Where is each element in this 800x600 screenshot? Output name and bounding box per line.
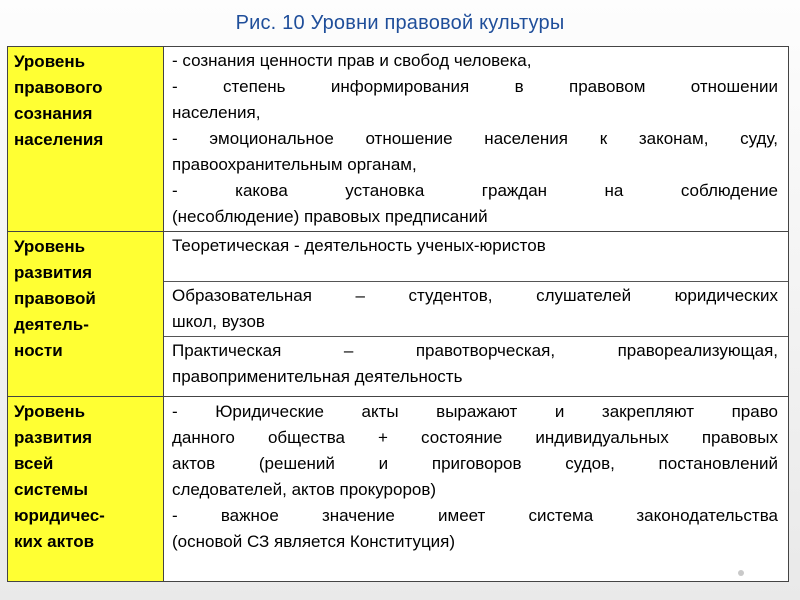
legal-culture-table — [7, 46, 789, 582]
row-label-legal-activity — [8, 232, 164, 397]
content-line: актов (решений и приговоров судов, постановлений — [172, 454, 778, 473]
content-line: - эмоциональное отношение населения к законам, суду, — [172, 129, 778, 148]
label-line: населения — [14, 130, 104, 149]
subcell-text — [164, 282, 788, 335]
label-line: юридичес- — [14, 506, 105, 525]
subcell-practical — [164, 336, 788, 393]
table-row — [8, 47, 789, 232]
label-line: сознания — [14, 104, 93, 123]
content-line: Теоретическая - деятельность ученых-юристов — [172, 236, 546, 255]
content-line: - важное значение имеет система законодательства — [172, 506, 778, 525]
slide-title: Рис. 10 Уровни правовой культуры — [235, 12, 565, 34]
table-row — [8, 397, 789, 582]
row-content-legal-consciousness — [164, 47, 789, 232]
row-label-legal-consciousness — [8, 47, 164, 232]
content-text — [164, 47, 788, 230]
content-line: Практическая – правотворческая, правореализующая, — [172, 341, 778, 360]
row-label-legal-acts — [8, 397, 164, 582]
content-line: правоприменительная деятельность — [172, 367, 463, 386]
label-line: деятель- — [14, 315, 89, 334]
content-line: следователей, актов прокуроров) — [172, 480, 437, 499]
content-line: (несоблюдение) правовых предписаний — [172, 207, 488, 226]
label-line: Уровень — [14, 237, 86, 256]
subcell-text — [164, 232, 788, 259]
subcell-text — [164, 337, 788, 390]
content-line: - Юридические акты выражают и закрепляют право — [172, 402, 778, 421]
row-content-legal-activity — [164, 232, 789, 397]
content-line: - степень информирования в правовом отношении — [172, 77, 778, 96]
table-row — [8, 232, 789, 397]
content-line: данного общества + состояние индивидуальных правовых — [172, 428, 778, 447]
subcell-theoretical — [164, 232, 788, 281]
label-line: Уровень — [14, 402, 86, 421]
content-line: - какова установка граждан на соблюдение — [172, 181, 778, 200]
label-line: Уровень — [14, 52, 86, 71]
content-line: населения, — [172, 103, 261, 122]
label-line: развития — [14, 263, 93, 282]
label-line: всей — [14, 454, 54, 473]
content-line: (основой СЗ является Конституция) — [172, 532, 456, 551]
label-line: системы — [14, 480, 89, 499]
content-line: Образовательная – студентов, слушателей юридических — [172, 286, 778, 305]
subcell-educational — [164, 281, 788, 336]
label-line: правового — [14, 78, 103, 97]
row-content-legal-acts — [164, 397, 789, 582]
label-line: ких актов — [14, 532, 95, 551]
label-line: развития — [14, 428, 93, 447]
content-text — [164, 397, 788, 555]
content-line: правоохранительным органам, — [172, 155, 417, 174]
label-line: ности — [14, 341, 63, 360]
content-line: школ, вузов — [172, 312, 265, 331]
label-line: правовой — [14, 289, 96, 308]
decorative-dot — [738, 570, 744, 576]
content-line: - сознания ценности прав и свобод человека, — [172, 51, 532, 70]
